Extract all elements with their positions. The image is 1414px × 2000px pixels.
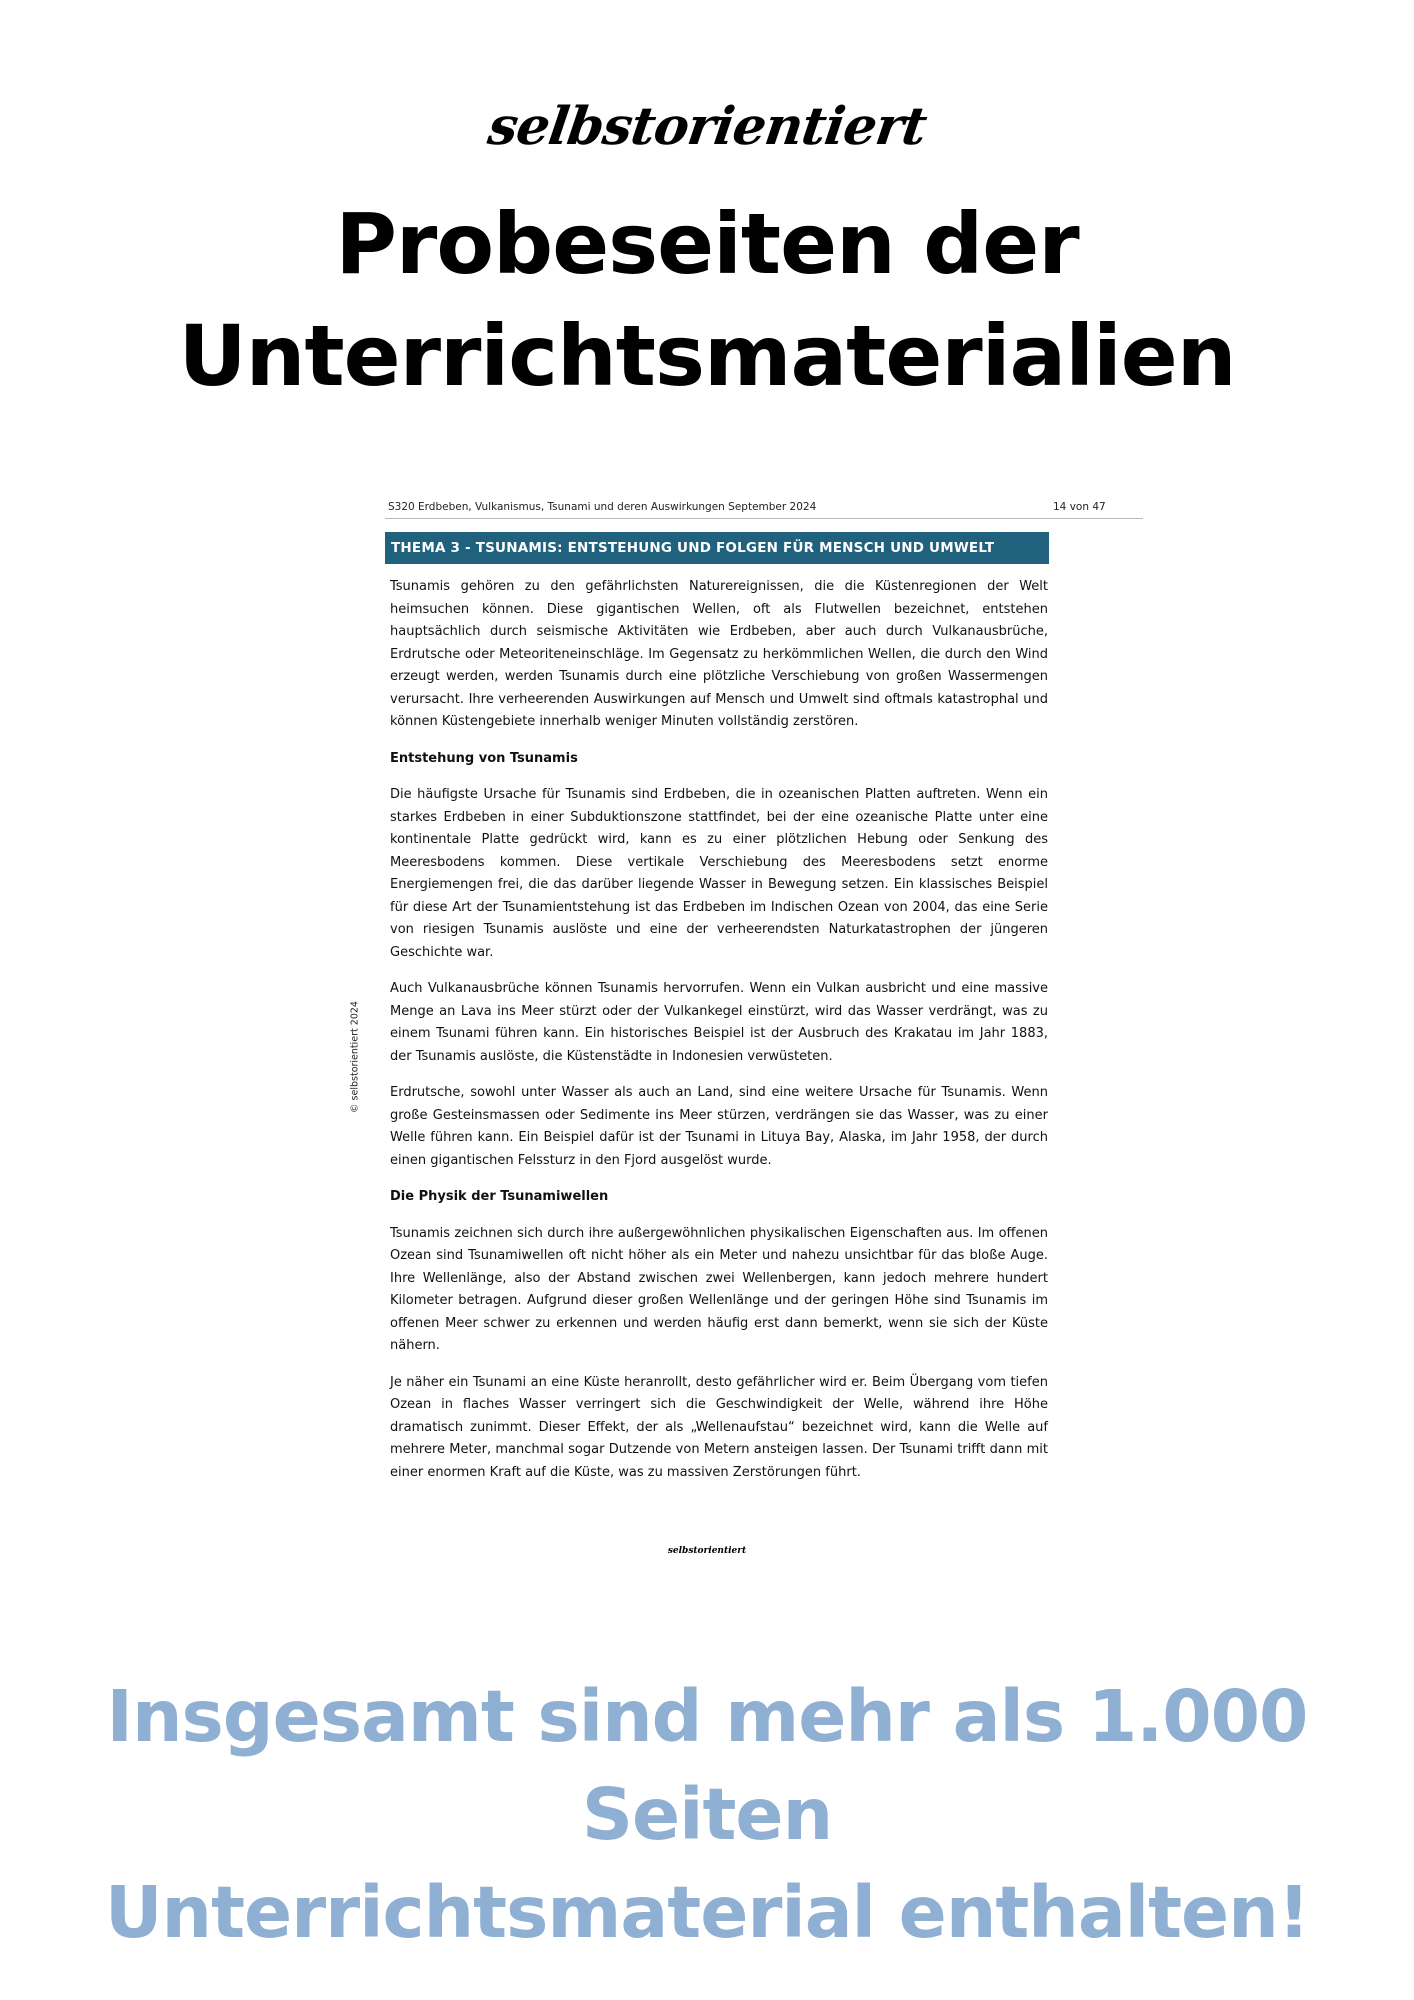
- page-header: [385, 496, 1143, 519]
- copyright-note: [348, 1002, 362, 1112]
- brand-logo: selbstorientiert: [484, 96, 930, 157]
- theme-title-bar: THEMA 3 - TSUNAMIS: ENTSTEHUNG UND FOLGEN FÜR MENSCH UND UMWELT: [385, 532, 1049, 564]
- paragraph-erdbeben: Die häufigste Ursache für Tsunamis sind Erdbeben, die in ozeanischen Platten auftreten. Wenn ein starkes Erdbeben in einer Subduktionszone stattfindet, bei der eine ozeanische Platte unter eine kontinentale Platte gedrückt wird, kann es zu einer plötzlichen Hebung oder Senkung des Meeresbodens kommen. Diese vertikale Verschiebung des Meeresbodens setzt enorme Energiemengen frei, die das darüber liegende Wasser in Bewegung setzen. Ein klassisches Beispiel für diese Art der Tsunamientstehung ist das Erdbeben im Indischen Ozean von 2004, das eine Serie von riesigen Tsunamis auslöste und eine der verheerendsten Naturkatastrophen der jüngeren Geschichte war.: [390, 787, 1048, 960]
- footer-logo: selbstorientiert: [667, 1546, 747, 1556]
- paragraph-vulkane: Auch Vulkanausbrüche können Tsunamis hervorrufen. Wenn ein Vulkan ausbricht und eine massive Menge an Lava ins Meer stürzt oder der Vulkankegel einstürzt, wird das Wasser verdrängt, was zu einem Tsunami führen kann. Ein historisches Beispiel ist der Ausbruch des Krakatau im Jahr 1883, der Tsunamis auslöste, die Küstenstädte in Indonesien verwüsteten.: [390, 981, 1048, 1064]
- sample-page: [385, 488, 1143, 1578]
- page-headline: [0, 188, 1414, 412]
- section-heading-physik: Die Physik der Tsunamiwellen: [390, 1189, 609, 1204]
- bottom-line-1: Insgesamt sind mehr als 1.000 Seiten: [106, 1675, 1308, 1856]
- section-heading-entstehung: Entstehung von Tsunamis: [390, 750, 578, 766]
- page-content: [390, 576, 1048, 1498]
- copyright-text: © selbstorientiert 2024: [349, 1001, 361, 1113]
- page-number: 14 von 47: [1053, 501, 1106, 513]
- paragraph-kueste: Je näher ein Tsunami an eine Küste heranrollt, desto gefährlicher wird er. Beim Übergang vom tiefen Ozean in flaches Wasser verringert sich die Geschwindigkeit der Welle, während ihre Höhe dramatisch zunimmt. Dieser Effekt, der als „Wellenaufstau“ bezeichnet wird, kann die Welle auf mehrere Meter, manchmal sogar Dutzende von Metern ansteigen lassen. Der Tsunami trifft dann mit einer enormen Kraft auf die Küste, was zu massiven Zerstörungen führt.: [390, 1374, 1048, 1480]
- bottom-tagline: [0, 1668, 1414, 1962]
- page-header-title: S320 Erdbeben, Vulkanismus, Tsunami und deren Auswirkungen September 2024: [388, 501, 817, 513]
- intro-paragraph: Tsunamis gehören zu den gefährlichsten Naturereignissen, die die Küstenregionen der Welt heimsuchen können. Diese gigantischen Wellen, oft als Flutwellen bezeichnet, entstehen hauptsächlich durch seismische Aktivitäten wie Erdbeben, aber auch durch Vulkanausbrüche, Erdrutsche oder Meteoriteneinschläge. Im Gegensatz zu herkömmlichen Wellen, die durch den Wind erzeugt werden, werden Tsunamis durch eine plötzliche Verschiebung von großen Wassermengen verursacht. Ihre verheerenden Auswirkungen auf Mensch und Umwelt sind oftmals katastrophal und können Küstengebiete innerhalb weniger Minuten vollständig zerstören.: [390, 579, 1048, 729]
- paragraph-erdrutsche: Erdrutsche, sowohl unter Wasser als auch an Land, sind eine weitere Ursache für Tsunamis. Wenn große Gesteinsmassen oder Sedimente ins Meer stürzen, verdrängen sie das Wasser, was zu einer Welle führen kann. Ein Beispiel dafür ist der Tsunami in Lituya Bay, Alaska, im Jahr 1958, der durch einen gigantischen Felssturz in den Fjord ausgelöst wurde.: [390, 1085, 1048, 1168]
- paragraph-physik: Tsunamis zeichnen sich durch ihre außergewöhnlichen physikalischen Eigenschaften aus. Im offenen Ozean sind Tsunamiwellen oft nicht höher als ein Meter und nahezu unsichtbar für das bloße Auge. Ihre Wellenlänge, also der Abstand zwischen zwei Wellenbergen, kann jedoch mehrere hundert Kilometer betragen. Aufgrund dieser großen Wellenlänge und der geringen Höhe sind Tsunamis im offenen Meer schwer zu erkennen und werden häufig erst dann bemerkt, wenn sie sich der Küste nähern.: [390, 1225, 1048, 1353]
- headline-line-1: Probeseiten der: [335, 195, 1079, 293]
- bottom-line-2: Unterrichtsmaterial enthalten!: [104, 1871, 1310, 1954]
- headline-line-2: Unterrichtsmaterialien: [178, 307, 1236, 405]
